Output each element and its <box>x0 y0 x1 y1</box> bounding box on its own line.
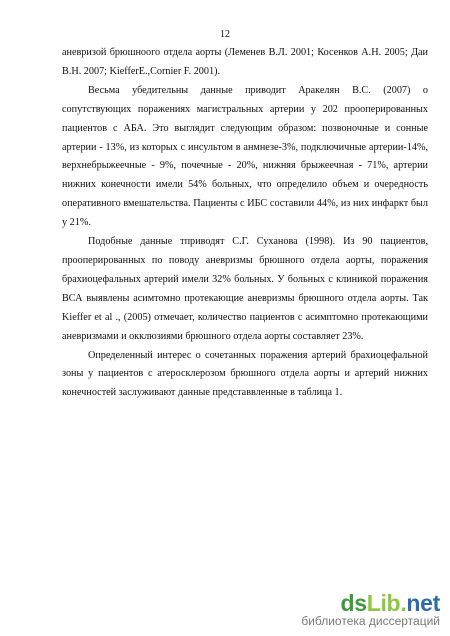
logo-ds: ds <box>340 590 367 616</box>
logo-dot: . <box>400 590 407 616</box>
page-number: 12 <box>220 29 230 40</box>
paragraph-1: аневризой брюшноого отдела аорты (Леменев В.Л. 2001; Косенков А.Н. 2005; Даи В.Н. 2007; KiefferE.,Cornier F. 2001). <box>62 47 428 77</box>
dslib-watermark[interactable] <box>301 591 440 628</box>
paragraph-2: Весьма убедительны данные приводит Аракелян В.С. (2007) о сопутствующих поражениях магистральных артерии у 202 прооперированных пациентов с АБА. Это выглядит следующим образом: позвоночные и сонные артерии - 13%, из которых с инсультом в анмнезе-3%, подключичные артерии-14%, верхнебрыжеечные - 9%, почечные - 20%, нижняя брыжеечная - 71%, артерии нижних конечности имели 54% больных, что определило объем и очередность оперативного вмешательства. Пациенты с ИБС составили 44%, из них инфаркт был у 21%. <box>62 84 428 229</box>
document-body <box>62 44 428 403</box>
logo-net: net <box>406 590 440 616</box>
paragraph-4: Определенный интерес о сочетанных поражения артерий брахиоцефальной зоны у пациентов с атеросклерозом брюшного отдела аорты и артерий нижних конечностей заслуживают данные представвленные в таблица 1. <box>62 349 428 399</box>
paragraph-3: Подобные данные тприводят С.Г. Суханова (1998). Из 90 пациентов, прооперированных по поводу аневризмы брюшного отдела аорты, поражения брахиоцефальных артерий имели 32% больных. У больных с клиникой поражения ВСА выявлены асимтомно протекающие аневризмы брюшного отдела аорты. Так Kieffer et al ., (2005) отмечает, количество пациентов с асимптомно протекающими аневризмами и окклюзиями брюшного отдела аорты составляет 23%. <box>62 236 428 342</box>
logo-lib: Lib <box>366 590 401 616</box>
watermark-subtitle: библиотека диссертаций <box>301 614 440 628</box>
dslib-logo[interactable] <box>301 591 440 615</box>
